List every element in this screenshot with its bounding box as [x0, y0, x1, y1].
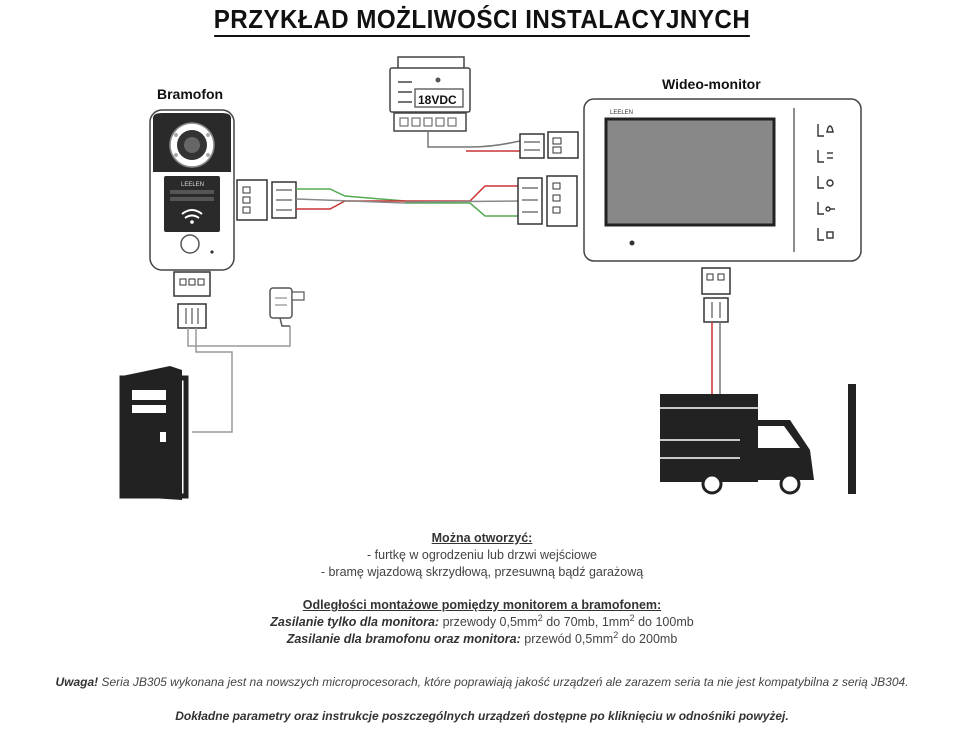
doorphone-bus-connector: [237, 180, 296, 220]
distances-heading: Odległości montażowe pomiędzy monitorem a bramofonem:: [302, 598, 662, 612]
distances-line-monitor-only: Zasilanie tylko dla monitora: przewody $0,5mm^2$ do 70mb, $1mm^2$ do 100mb: [270, 612, 694, 629]
can-open-item: - furtkę w ogrodzeniu lub drzwi wejściowe: [367, 548, 597, 562]
distances-line-both: Zasilanie dla bramofonu oraz monitora: przewód $0,5mm^2$ do 200mb: [286, 629, 678, 646]
doorphone-unit: [150, 110, 234, 270]
can-open-section: [0, 530, 964, 581]
monitor-bus-connector: [518, 176, 577, 226]
can-open-heading: Można otworzyć:: [431, 531, 533, 545]
monitor-lock-connector: [702, 268, 730, 322]
psu-label: 18VDC: [418, 93, 457, 107]
warning-note: Uwaga! Seria JB305 wykonana jest na nowszych microprocesorach, które poprawiają jakość urządzeń ale zarazem seria ta nie jest kompatybilna z serią JB304.: [55, 675, 909, 689]
footer-note: Dokładne parametry oraz instrukcje poszczególnych urządzeń dostępne po kliknięciu w odnośniki powyżej.: [175, 709, 789, 723]
doorphone-label: Bramofon: [157, 86, 224, 102]
can-open-item: - bramę wjazdową skrzydłową, przesuwną bądź garażową: [320, 565, 644, 579]
psu-connector: [520, 132, 578, 158]
gate-truck-illustration: [660, 384, 856, 494]
svg-text:LEELEN: LEELEN: [610, 110, 634, 116]
video-monitor-unit: [584, 99, 861, 261]
doorphone-lock-connector: [174, 272, 210, 328]
plug-adapter: [270, 288, 304, 326]
page-title: PRZYKŁAD MOŻLIWOŚCI INSTALACYJNYCH: [34, 4, 931, 35]
monitor-label: Wideo-monitor: [662, 76, 761, 92]
door-illustration: [122, 366, 186, 500]
distances-section: [0, 597, 964, 648]
svg-text:LEELEN: LEELEN: [181, 182, 205, 188]
